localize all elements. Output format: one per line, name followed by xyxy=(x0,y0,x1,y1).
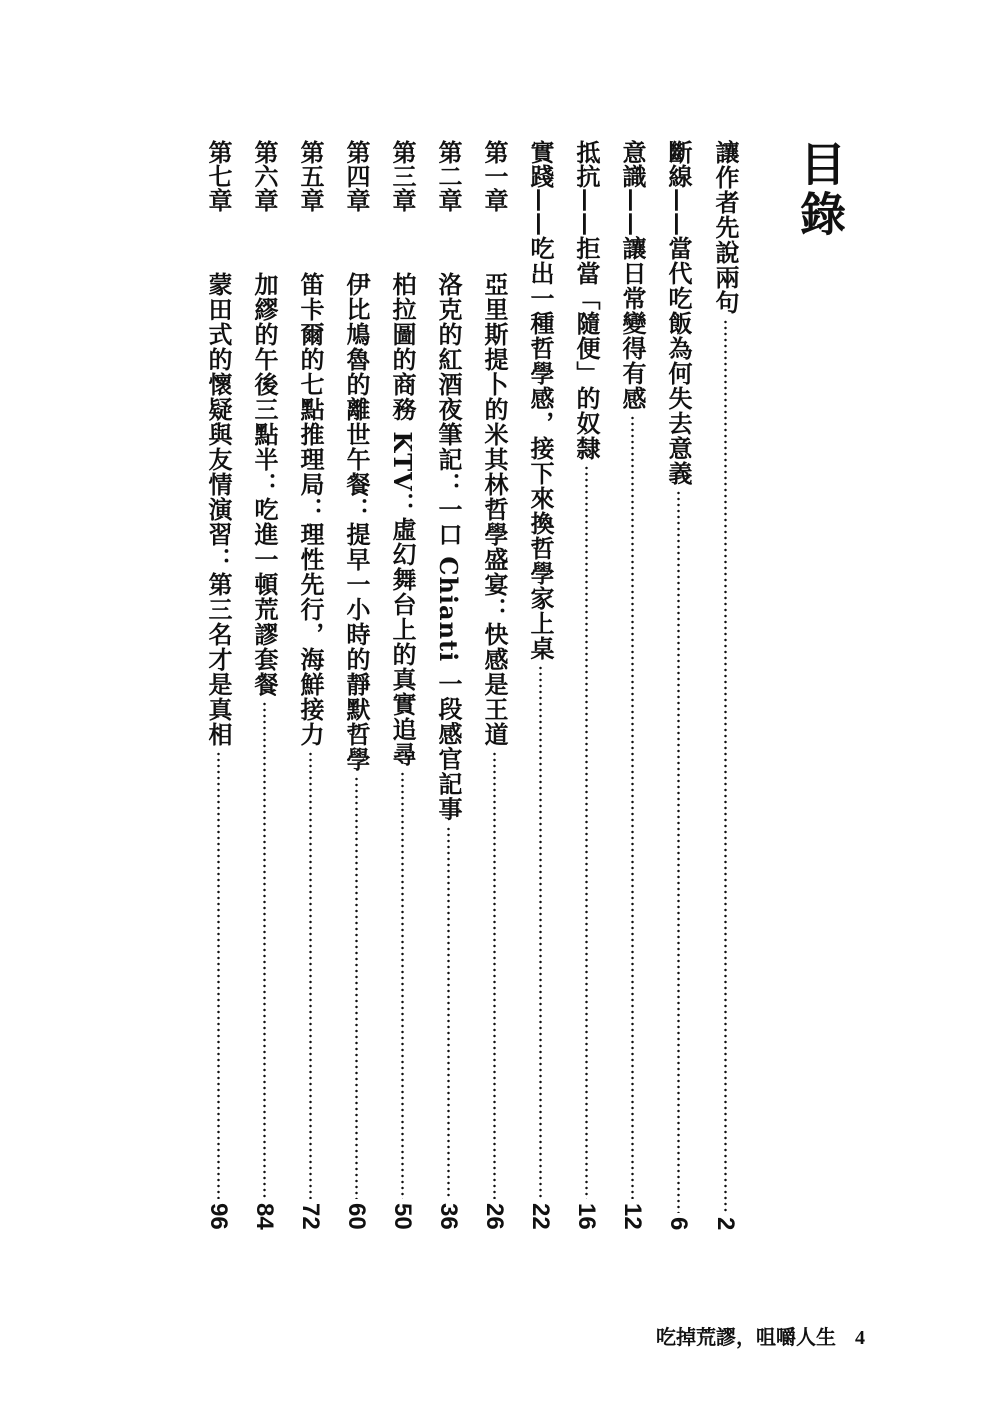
entry-dash: —— xyxy=(572,188,601,236)
entry-label: 意識 xyxy=(618,140,647,188)
page-title: 目錄 xyxy=(793,140,847,240)
entry-label: 第二章 xyxy=(434,140,463,212)
entry-label: 第七章 xyxy=(204,140,233,212)
entry-title: 讓作者先說兩句 xyxy=(711,140,740,315)
entry-page: 26 xyxy=(481,1203,508,1230)
entry-dash: —— xyxy=(618,188,647,236)
toc-entry-chapter-6[interactable] xyxy=(244,140,284,1230)
toc-entry-chapter-1[interactable] xyxy=(474,140,514,1230)
entry-title: 笛卡爾的七點推理局：理性先行，海鮮接力 xyxy=(296,272,325,747)
toc-entry-practice[interactable] xyxy=(520,140,560,1230)
toc-entry-chapter-2[interactable] xyxy=(428,140,468,1230)
entry-page: 96 xyxy=(205,1203,232,1230)
entry-page: 50 xyxy=(389,1203,416,1230)
entry-title: 洛克的紅酒夜筆記：一口 Chianti 一段感官記事 xyxy=(434,272,463,822)
entry-title: 柏拉圖的商務 KTV：虛幻舞台上的真實追尋 xyxy=(388,272,417,767)
entry-label: 抵抗 xyxy=(572,140,601,188)
entry-page: 6 xyxy=(665,1216,692,1230)
leader-dots xyxy=(309,751,312,1199)
toc-entry-resistance[interactable] xyxy=(566,140,606,1230)
toc-entry-chapter-3[interactable] xyxy=(382,140,422,1230)
entry-title: 讓日常變得有感 xyxy=(618,236,647,411)
leader-dots xyxy=(585,465,588,1199)
toc-entry-disconnect[interactable] xyxy=(658,140,698,1230)
entry-title: 亞里斯提卜的米其林哲學盛宴：快感是王道 xyxy=(480,272,509,747)
toc-entry-chapter-4[interactable] xyxy=(336,140,376,1230)
leader-dots xyxy=(677,490,680,1213)
entry-label: 第三章 xyxy=(388,140,417,212)
entry-title: 加繆的午後三點半：吃進一頓荒謬套餐 xyxy=(250,272,279,697)
entry-page: 12 xyxy=(619,1203,646,1230)
leader-dots xyxy=(724,319,727,1213)
leader-dots xyxy=(447,826,450,1200)
entry-dash: —— xyxy=(664,188,693,236)
entry-label: 實踐 xyxy=(526,140,555,188)
leader-dots xyxy=(263,701,266,1199)
entry-page: 36 xyxy=(435,1203,462,1230)
toc-entry-chapter-7[interactable] xyxy=(198,140,238,1230)
entry-title: 伊比鳩魯的離世午餐：提早一小時的靜默哲學 xyxy=(342,272,371,772)
entry-title: 當代吃飯為何失去意義 xyxy=(664,236,693,486)
leader-dots xyxy=(493,751,496,1199)
entry-label: 第一章 xyxy=(480,140,509,212)
entry-page: 60 xyxy=(343,1203,370,1230)
entry-label: 第六章 xyxy=(250,140,279,212)
entry-page: 72 xyxy=(297,1203,324,1230)
entry-title: 拒當「隨便」的奴隸 xyxy=(572,236,601,461)
running-footer xyxy=(656,1321,865,1350)
entry-page: 84 xyxy=(251,1203,278,1230)
entry-page: 16 xyxy=(573,1203,600,1230)
entry-title: 蒙田式的懷疑與友情演習：第三名才是真相 xyxy=(204,272,233,747)
entry-dash: —— xyxy=(526,188,555,236)
toc-entry-chapter-5[interactable] xyxy=(290,140,330,1230)
leader-dots xyxy=(401,771,404,1200)
entry-label: 第五章 xyxy=(296,140,325,212)
entry-label: 第四章 xyxy=(342,140,371,212)
toc-entry-awareness[interactable] xyxy=(612,140,652,1230)
entry-label: 斷線 xyxy=(664,140,693,188)
toc-entry-preface[interactable] xyxy=(705,140,745,1230)
leader-dots xyxy=(539,665,542,1199)
page-number: 4 xyxy=(854,1327,865,1349)
entry-title: 吃出一種哲學感，接下來換哲學家上桌 xyxy=(526,236,555,661)
leader-dots xyxy=(631,415,634,1199)
book-title: 吃掉荒謬，咀嚼人生 xyxy=(656,1325,836,1349)
leader-dots xyxy=(355,776,358,1199)
leader-dots xyxy=(217,751,220,1199)
entry-page: 22 xyxy=(527,1203,554,1230)
entry-page: 2 xyxy=(712,1216,739,1230)
